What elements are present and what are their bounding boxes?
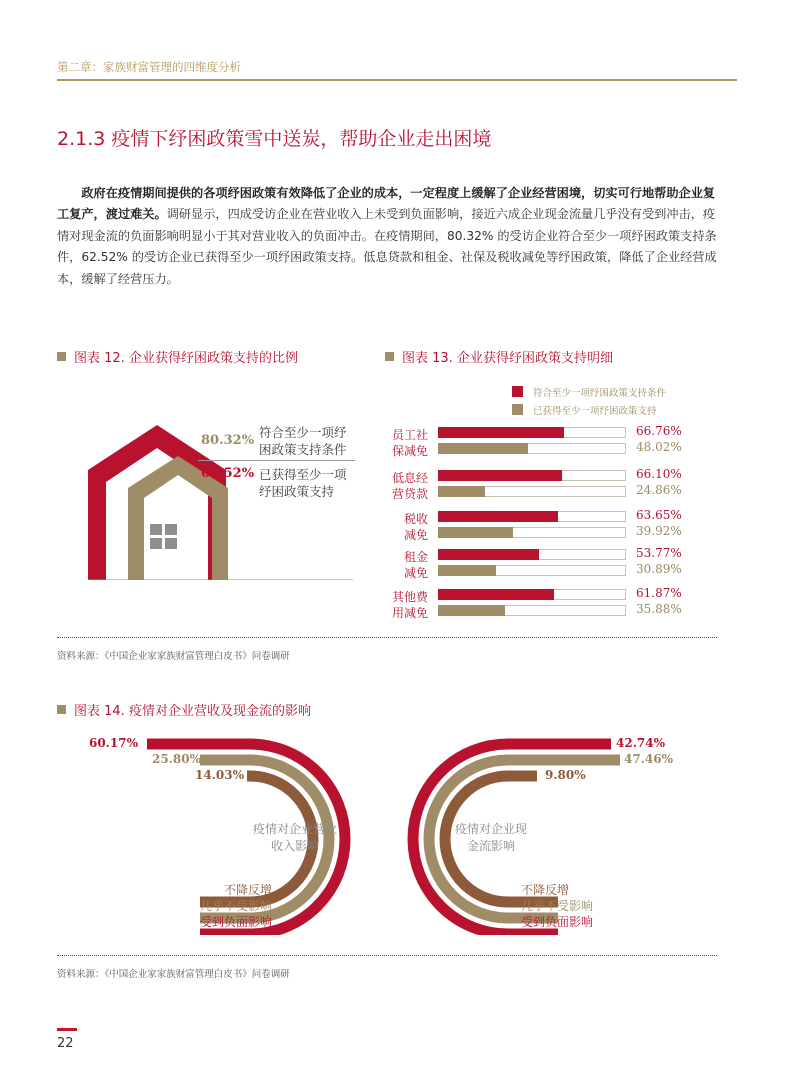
fig13-category-label: [382, 470, 428, 502]
house-roof-red: [88, 425, 226, 580]
fig13-category-label: [382, 589, 428, 621]
source-note-1: 资料来源：《中国企业家家族财富管理白皮书》问卷调研: [57, 651, 290, 662]
fig14-arc-graphic: [0, 730, 793, 935]
fig13-bar-track: [438, 565, 626, 576]
page-number: 22: [57, 1036, 74, 1051]
left-value-increase: 60.17%: [89, 736, 138, 750]
fig13-bar-track: [438, 427, 626, 438]
fig13-category-line: 减免: [403, 566, 428, 580]
fig13-bar-track: [438, 511, 626, 522]
fig12-label2: [259, 466, 347, 500]
right-value-unaffected: 47.46%: [624, 752, 673, 766]
fig12-label1-line1: 符合至少一项纾: [259, 425, 347, 440]
fig13-bar-eligible: [438, 589, 554, 600]
source-note-2: 资料来源：《中国企业家家族财富管理白皮书》问卷调研: [57, 969, 290, 980]
fig13-category-line: 保减免: [391, 444, 428, 458]
fig13-value-received: 48.02%: [636, 440, 682, 454]
body-regular-text: 调研显示，四成受访企业在营业收入上未受到负面影响，接近六成企业现金流量几乎没有受到冲击，疫情对现金流的负面影响明显小于其对营业收入的负面冲击。在疫情期间，80.32% 的受访企业符合至少一项纾困政策支持条件，62.52% 的受访企业已获得至少一项纾困政策支持。低息贷款和租金、社保及税收减免等纾困政策，降低了企业经营成本，缓解了经营压力。: [57, 207, 717, 286]
fig13-bar-eligible: [438, 470, 562, 481]
fig14-title: [57, 700, 311, 719]
fig13-bar-track: [438, 486, 626, 497]
fig13-value-received: 24.86%: [636, 483, 682, 497]
fig12-title-text: 图表 12. 企业获得纾困政策支持的比例: [74, 351, 298, 366]
fig13-value-eligible: 53.77%: [636, 546, 682, 560]
left-center-line1: 疫情对企业营业: [252, 822, 337, 836]
right-center-label: [436, 821, 546, 855]
fig13-bar-track: [438, 549, 626, 560]
fig13-title-text: 图表 13. 企业获得纾困政策支持明细: [402, 351, 613, 366]
fig12-label1: [259, 424, 347, 458]
page-number-mark: [57, 1028, 77, 1031]
legend-label-eligible: 符合至少一项纾困政策支持条件: [533, 388, 667, 399]
section-title: 2.1.3 疫情下纾困政策雪中送炭，帮助企业走出困境: [57, 128, 492, 150]
fig13-category-label: [382, 549, 428, 581]
fig13-value-received: 30.89%: [636, 562, 682, 576]
fig13-value-received: 35.88%: [636, 602, 682, 616]
fig13-category-line: 租金: [403, 550, 428, 564]
left-item-increase: 不降反增: [223, 883, 272, 897]
source1-divider: [57, 637, 717, 638]
right-center-line1: 疫情对企业现: [454, 822, 527, 836]
fig13-bar-eligible: [438, 549, 539, 560]
left-value-negative: 14.03%: [195, 768, 244, 782]
fig13-value-eligible: 61.87%: [636, 586, 682, 600]
legend-swatch-eligible: [512, 386, 523, 397]
fig13-bar-received: [438, 443, 528, 454]
left-item-unaffected: 几乎不受影响: [199, 899, 272, 913]
right-item-labels: [521, 882, 633, 930]
fig12-title: [57, 347, 298, 366]
right-item-negative: 受到负面影响: [521, 915, 594, 929]
right-item-unaffected: 几乎不受影响: [521, 899, 594, 913]
fig12-divider: [198, 460, 355, 461]
left-center-line2: 收入影响: [270, 839, 319, 853]
legend-swatch-received: [512, 404, 523, 415]
house-window-icon: [150, 524, 177, 549]
fig13-bar-track: [438, 589, 626, 600]
fig13-category-line: 税收: [403, 512, 428, 526]
fig13-category-line: 用减免: [391, 606, 428, 620]
fig13-bar-received: [438, 605, 505, 616]
fig12-bullet: [57, 352, 66, 361]
right-value-increase: 42.74%: [616, 736, 665, 750]
left-value-unaffected: 25.80%: [152, 752, 201, 766]
fig13-bar-track: [438, 443, 626, 454]
right-item-increase: 不降反增: [521, 883, 570, 897]
fig13-bar-track: [438, 605, 626, 616]
fig13-value-eligible: 66.76%: [636, 424, 682, 438]
legend-label-received: 已获得至少一项纾困政策支持: [533, 406, 657, 417]
fig12-label2-line2: 纾困政策支持: [259, 484, 335, 499]
right-center-line2: 金流影响: [466, 839, 515, 853]
fig13-bullet: [385, 352, 394, 361]
fig13-bar-track: [438, 470, 626, 481]
fig13-bar-track: [438, 527, 626, 538]
left-center-label: [240, 821, 350, 855]
fig13-bar-received: [438, 486, 485, 497]
right-value-negative: 9.80%: [545, 768, 586, 782]
fig13-bar-eligible: [438, 511, 558, 522]
fig13-value-eligible: 63.65%: [636, 508, 682, 522]
fig13-bar-received: [438, 527, 513, 538]
body-paragraph: [57, 183, 719, 290]
fig13-category-line: 员工社: [391, 428, 428, 442]
left-item-labels: [160, 882, 272, 930]
fig14-bullet: [57, 705, 66, 714]
header-divider: [57, 79, 737, 81]
fig13-category-label: [382, 511, 428, 543]
chapter-title: 第二章：家族财富管理的四维度分析: [57, 60, 241, 74]
fig13-category-label: [382, 427, 428, 459]
fig13-bar-received: [438, 565, 496, 576]
fig13-bar-eligible: [438, 427, 564, 438]
fig12-label1-line2: 困政策支持条件: [259, 442, 347, 457]
fig12-label2-line1: 已获得至少一项: [259, 467, 347, 482]
fig12-pct1: 80.32%: [201, 433, 255, 448]
fig13-title: [385, 347, 613, 366]
fig13-category-line: 营贷款: [391, 487, 428, 501]
left-item-negative: 受到负面影响: [199, 915, 272, 929]
body-bold-text: 政府在疫情期间提供的各项纾困政策有效降低了企业的成本，一定程度上缓解了企业经营困境，切实可行地帮助企业复工复产，渡过难关。: [57, 186, 716, 222]
fig12-pct2: 62.52%: [201, 466, 255, 481]
fig13-value-eligible: 66.10%: [636, 467, 682, 481]
source2-divider: [57, 955, 717, 956]
fig14-title-text: 图表 14. 疫情对企业营收及现金流的影响: [74, 704, 311, 719]
fig13-category-line: 低息经: [391, 471, 428, 485]
fig13-value-received: 39.92%: [636, 524, 682, 538]
fig13-category-line: 减免: [403, 528, 428, 542]
fig13-category-line: 其他费: [391, 590, 428, 604]
